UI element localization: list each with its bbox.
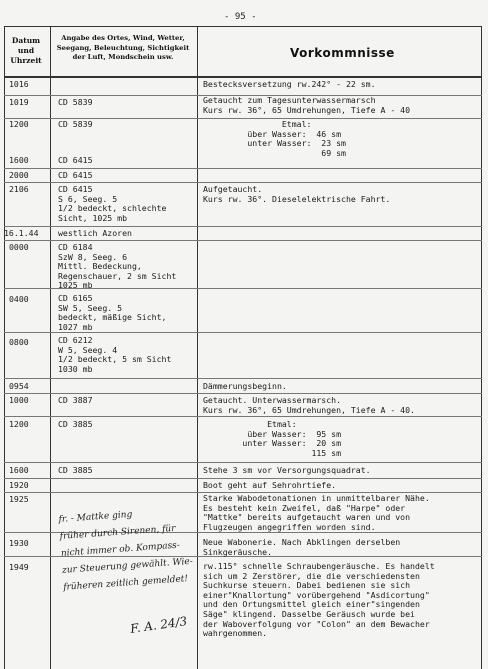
row-rule xyxy=(4,226,482,227)
entry-event: Getaucht zum Tagesunterwassermarsch Kurs rw. 36°, 65 Umdrehungen, Tiefe A - 40 xyxy=(203,95,411,115)
header-events: Vorkommnisse xyxy=(290,46,395,60)
entry-time: 1016 xyxy=(9,79,29,89)
entry-time: 1600 xyxy=(9,465,29,475)
row-rule xyxy=(4,168,482,169)
header-location-line-3: der Luft, Mondschein usw. xyxy=(72,53,174,61)
row-rule xyxy=(4,462,482,463)
entry-time: 1930 xyxy=(9,538,29,548)
page-number: - 95 - xyxy=(224,12,257,22)
header-date-line-1: Datum xyxy=(11,36,41,45)
entry-event: Etmal: über Wasser: 95 sm unter Wasser: 20 sm 115 sm xyxy=(242,419,342,458)
entry-location: CD 3887 xyxy=(58,395,93,405)
entry-location: CD 3885 xyxy=(58,465,93,475)
entry-time: 1920 xyxy=(9,480,29,490)
header-location xyxy=(52,34,194,63)
entry-location: westlich Azoren xyxy=(58,228,132,238)
header-location-line-1: Angabe des Ortes, Wind, Wetter, xyxy=(61,34,185,42)
header-top-rule xyxy=(4,26,482,27)
header-date-line-2: und xyxy=(17,46,35,55)
entry-time: 0400 xyxy=(9,294,29,304)
entry-event: Etmal: über Wasser: 46 sm unter Wasser: 23 sm 69 sm xyxy=(247,119,346,158)
handwritten-initials: F. A. 24/3 xyxy=(129,614,189,636)
entry-location: CD 6212 W 5, Seeg. 4 1/2 bedeckt, 5 sm Sicht 1030 mb xyxy=(58,335,172,374)
entry-location: CD 3885 xyxy=(58,419,93,429)
entry-location: CD 6165 SW 5, Seeg. 5 bedeckt, mäßige Sicht, 1027 mb xyxy=(58,293,167,332)
entry-time: 1949 xyxy=(9,562,29,572)
entry-event: rw.115° schnelle Schraubengeräusche. Es handelt sich um 2 Zerstörer, die die verschiedensten Suchkurse steuern. Dabei bedienen sie sich einer"Knallortung" vorübergehend "Asdicortung" und den Ortungsmittel gleich einer"singenden Säge" klingend. Dasselbe Geräusch wurde bei der Waboverfolgung vor "Colon" an dem Bewacher wahrgenommen. xyxy=(203,561,435,639)
entry-time: 1200 xyxy=(9,119,29,129)
entry-time: 1200 xyxy=(9,419,29,429)
row-rule xyxy=(4,393,482,394)
entry-time: 0000 xyxy=(9,242,29,252)
entry-event: Aufgetaucht. Kurs rw. 36°. Dieselelektrische Fahrt. xyxy=(203,184,391,204)
entry-event: Bestecksversetzung rw.242° - 22 sm. xyxy=(203,79,376,89)
entry-time: 0954 xyxy=(9,381,29,391)
entry-date: 16.1.44 xyxy=(4,228,39,238)
entry-location: CD 6184 SzW 8, Seeg. 6 Mittl. Bedeckung, Regenschauer, 2 sm Sicht 1025 mb xyxy=(58,242,177,291)
entry-time: 2000 xyxy=(9,170,29,180)
header-bottom-rule xyxy=(4,76,482,78)
row-rule xyxy=(4,378,482,379)
entry-time: 0800 xyxy=(9,337,29,347)
row-rule xyxy=(4,182,482,183)
entry-time: 1925 xyxy=(9,494,29,504)
entry-event: Stehe 3 sm vor Versorgungsquadrat. xyxy=(203,465,371,475)
row-rule xyxy=(4,478,482,479)
header-date-line-3: Uhrzeit xyxy=(10,56,42,65)
entry-event: Getaucht. Unterwassermarsch. Kurs rw. 36°, 65 Umdrehungen, Tiefe A - 40. xyxy=(203,395,415,415)
entry-event: Dämmerungsbeginn. xyxy=(203,381,287,391)
entry-location: CD 5839 xyxy=(58,119,93,129)
row-rule xyxy=(4,416,482,417)
row-rule xyxy=(4,240,482,241)
entry-location: CD 6415 xyxy=(58,155,93,165)
handwritten-note: fr. - Mattke ging früher durch Sirenen, für nicht immer ob. Kompass- zur Steuerung gewählt. Wie- früheren zeitlich gemeldet! xyxy=(58,509,194,593)
left-border xyxy=(4,26,5,669)
header-date-time xyxy=(6,36,46,66)
entry-location: CD 6415 xyxy=(58,170,93,180)
entry-time: 1019 xyxy=(9,97,29,107)
entry-event: Starke Wabodetonationen in unmittelbarer Nähe. Es besteht kein Zweifel, daß "Harpe" oder "Mattke" bereits aufgetaucht waren und von Flugzeugen angegriffen worden sind. xyxy=(203,493,430,532)
entry-time: 1600 xyxy=(9,155,29,165)
entry-location: CD 6415 S 6, Seeg. 5 1/2 bedeckt, schlechte Sicht, 1025 mb xyxy=(58,184,167,223)
entry-event: Boot geht auf Sehrohrtiefe. xyxy=(203,480,337,490)
column-divider-date xyxy=(50,26,51,669)
header-location-line-2: Seegang, Beleuchtung, Sichtigkeit xyxy=(56,43,190,52)
entry-event: Neue Wabonerie. Nach Abklingen derselben Sinkgeräusche. xyxy=(203,537,401,557)
entry-location: CD 5839 xyxy=(58,97,93,107)
entry-time: 2106 xyxy=(9,184,29,194)
entry-time: 1000 xyxy=(9,395,29,405)
